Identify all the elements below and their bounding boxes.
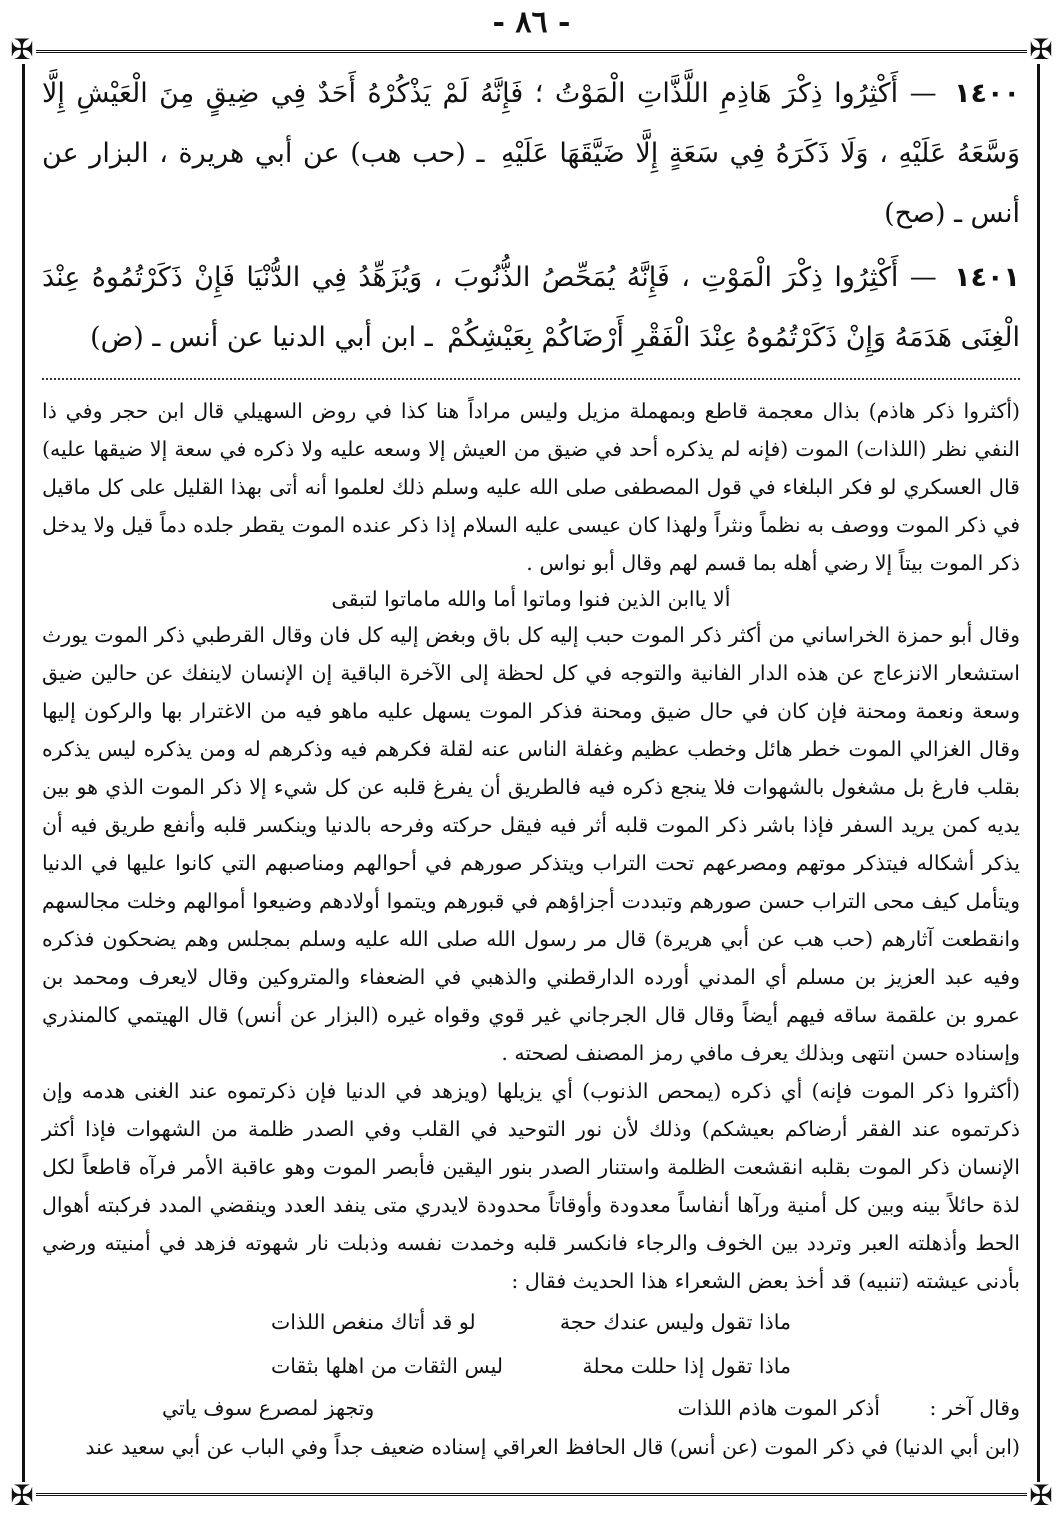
corner-ornament-icon: ✠ [8, 36, 36, 64]
corner-ornament-icon: ✠ [8, 1482, 36, 1510]
hadith-entry [36, 248, 1026, 368]
hadith-number: ١٤٠٠ [954, 78, 1020, 109]
page-content [36, 64, 1026, 1484]
hadith-entry [36, 64, 1026, 244]
poem-verse [271, 1344, 791, 1388]
commentary-paragraph: (ابن أبي الدنيا) في ذكر الموت (عن أنس) قال الحافظ العراقي إسناده ضعيف جداً وفي الباب عن أبي سعيد عند [85, 1435, 1020, 1459]
verse-first-hemistich: أذكر الموت هاذم اللذات [677, 1396, 880, 1420]
hadith-source: ـ (حب هب) عن أبي هريرة ، البزار عن أنس ـ (صح) [42, 138, 1020, 229]
commentary-section [36, 392, 1026, 1466]
poet-intro: وقال آخر : [929, 1396, 1020, 1420]
verse-second-hemistich: ليس الثقات من اهلها بثقات [271, 1354, 504, 1378]
poem-verse [271, 1300, 791, 1344]
hadith-text: — أَكْثِرُوا ذِكْرَ الْمَوْتِ ، فَإِنَّهُ يُمَحِّصُ الذُّنُوبَ ، وَيُزَهِّدُ فِي الدُّنْيَا فَإِنْ ذَكَرْتُمُوهُ عِنْدَ الْغِنَى هَدَمَهُ وَإِنْ ذَكَرْتُمُوهُ عِنْدَ الْفَقْرِ أَرْضَاكُمْ بِعَيْشِكُمْ [42, 262, 1020, 353]
verse-second-hemistich: وتجهز لمصرع سوف ياتي [162, 1396, 375, 1420]
dotted-separator [42, 378, 1020, 380]
poem [271, 1300, 791, 1388]
corner-ornament-icon: ✠ [1027, 1482, 1055, 1510]
hadith-number: ١٤٠١ [954, 262, 1020, 293]
poem-verse [42, 1388, 1020, 1428]
commentary-paragraph: (أكثروا ذكر هاذم) بذال معجمة قاطع وبمهملة مزيل وليس مراداً هنا كذا في روض السهيلي قال ابن حجر وفي ذا النفي نظر (اللذات) الموت (فإنه لم يذكره أحد في ضيق من العيش إلا وسعه عليه ولا ذكره في سعة إلا ضيقها عليه) قال العسكري لو فكر البلغاء في قول المصطفى صلى الله عليه وسلم ذلك لعلموا أنه أتى بهذا القليل على كل ماقيل في ذكر الموت ووصف به نظماً ونثراً ولهذا كان عيسى عليه السلام إذا ذكر عنده الموت يقطر جلده دماً قيل ولا يدخل ذكر الموت بيتاً إلا رضي أهله بما قسم لهم وقال أبو نواس . [42, 399, 1020, 575]
hadith-source: ـ ابن أبي الدنيا عن أنس ـ (ض) [90, 322, 433, 353]
commentary-paragraph: وقال أبو حمزة الخراساني من أكثر ذكر الموت حبب إليه كل باق وبغض إليه كل فان وقال القرطبي ذكر الموت يورث استشعار الانزعاج عن هذه الدار الفانية والتوجه في كل لحظة إلى الآخرة الباقية إن الإنسان لاينفك عن حالين ضيق وسعة ونعمة ومحنة فإن كان في حال ضيق ومحنة فذكر الموت يسهل عليه ماهو فيه من الاغترار بها والركون إليها وقال الغزالي الموت خطر هائل وخطب عظيم وغفلة الناس عنه لقلة فكرهم فيه وذكرهم له ومن يذكره ليس يذكره بقلب فارغ بل مشغول بالشهوات فلا ينجع ذكره فيه فالطريق أن يفرغ قلبه عن كل شيء إلا ذكر الموت الذي هو بين يديه كمن يريد السفر فإذا باشر ذكر الموت قلبه أثر فيه فيقل حركته وفرحه بالدنيا وينكسر قلبه وأنفع طريق فيه أن يذكر أشكاله فيتذكر موتهم ومصرعهم تحت التراب ويتذكر صورهم في أحوالهم ومناصبهم التي كانوا عليها في الدنيا ويتأمل كيف محى التراب حسن صورهم وتبددت أجزاؤهم في قبورهم ويتموا أولادهم وضيعوا أموالهم وخلت مجالسهم وانقطعت آثارهم (حب هب عن أبي هريرة) قال مر رسول الله صلى الله عليه وسلم بمجلس وهم يضحكون فذكره وفيه عبد العزيز بن مسلم أي المدني أورده الدارقطني والذهبي في الضعفاء والمتروكين وقال لايعرف ومحمد بن عمرو بن علقمة ساقه فيهم أيضاً وقال قال الجرجاني غير قوي وقواه غيره (البزار عن أنس) قال الهيتمي كالمنذري وإسناده حسن انتهى وبذلك يعرف مافي رمز المصنف لصحته . [42, 623, 1020, 1065]
verse-second-hemistich: لو قد أتاك منغص اللذات [271, 1310, 476, 1334]
page-number: - ٨٦ - [492, 5, 571, 40]
hadith-text: — أَكْثِرُوا ذِكْرَ هَاذِمِ اللَّذَّاتِ الْمَوْتُ ؛ فَإِنَّهُ لَمْ يَذْكُرْهُ أَحَدٌ فِي ضِيقٍ مِنَ الْعَيْشِ إِلَّا وَسَّعَهُ عَلَيْهِ ، وَلَا ذَكَرَهُ فِي سَعَةٍ إِلَّا ضَيَّقَهَا عَلَيْهِ [42, 78, 1020, 169]
corner-ornament-icon: ✠ [1027, 36, 1055, 64]
verse-first-hemistich: ماذا تقول وليس عندك حجة [559, 1310, 791, 1334]
verse-first-hemistich: ماذا تقول إذا حللت محلة [582, 1354, 791, 1378]
commentary-paragraph: (أكثروا ذكر الموت فإنه) أي ذكره (يمحص الذنوب) أي يزيلها (ويزهد في الدنيا فإن ذكرتموه عند الغنى هدمه وإن ذكرتموه عند الفقر أرضاكم بعيشكم) وذلك لأن نور التوحيد في القلب وفي الصدر ظلمة من الشهوات فإذا أكثر الإنسان ذكر الموت بقلبه انقشعت الظلمة واستنار الصدر بنور اليقين فأبصر الموت وهو عاقبة الأمر فرآه قاطعاً لكل لذة حائلاً بينه وبين كل أمنية ورآها أنفاساً معدودة وأوقاتاً محدودة لايدري متى ينفد العدد وينقضي المدد فركبته أهوال الحط وأذهلته العبر وتردد بين الخوف والرجاء فانكسر قلبه وخمدت نفسه وذبلت نار شهوته فزهد في أمنيته ورضي بأدنى عيشته (تنبيه) قد أخذ بعض الشعراء هذا الحديث فقال : [42, 1079, 1021, 1293]
verse-line: ألا ياابن الذين فنوا وماتوا أما والله ماماتوا لتبقى [331, 587, 731, 611]
